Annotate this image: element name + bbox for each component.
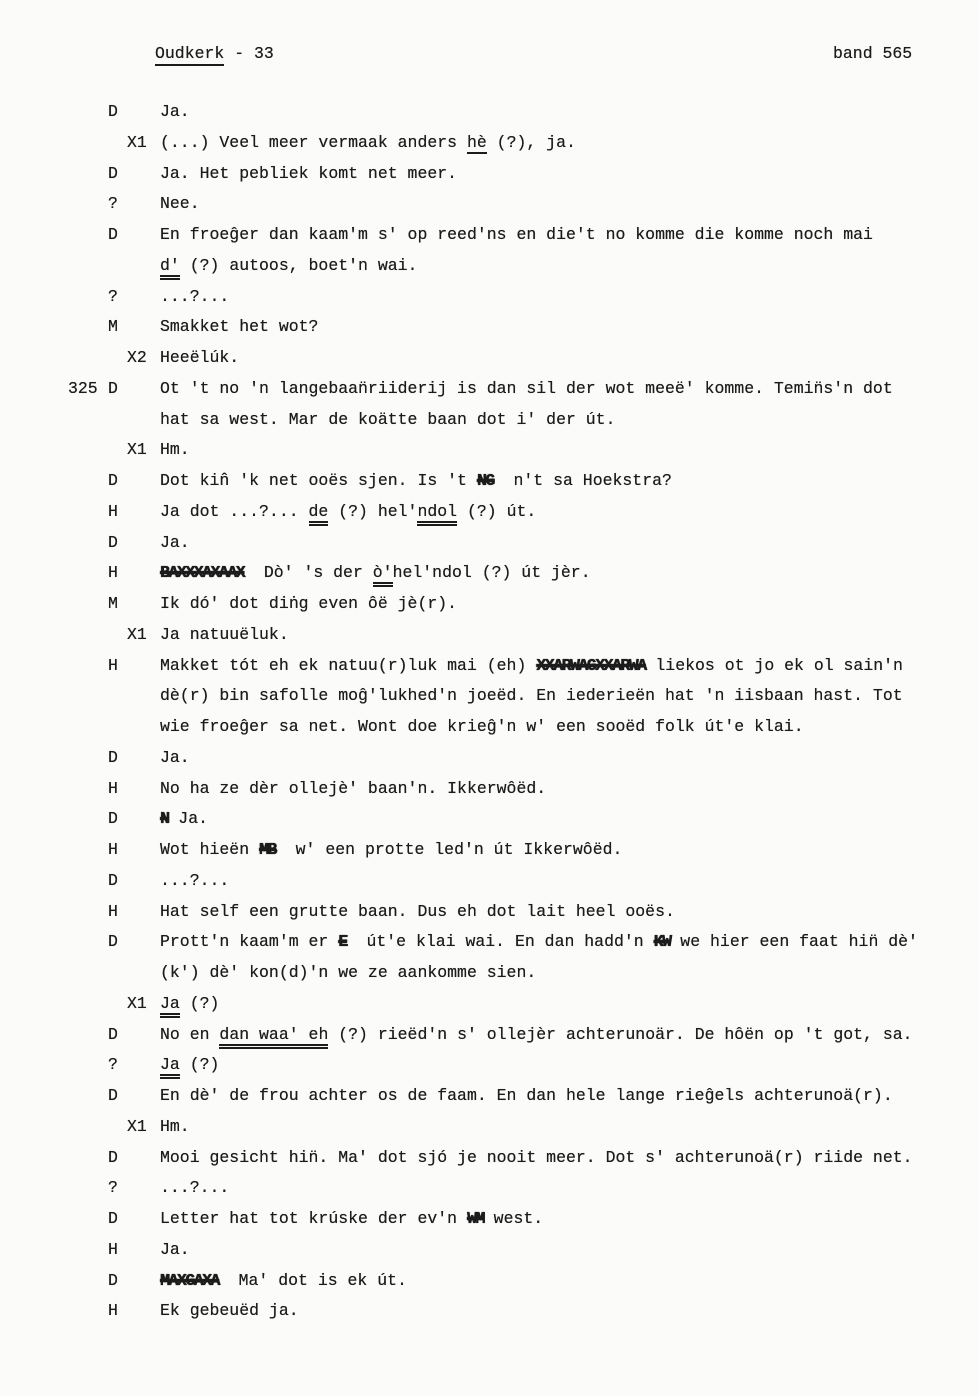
transcript-line [0, 774, 979, 805]
underlined-text: hè [466, 132, 487, 152]
speaker-label: D [108, 1086, 118, 1105]
margin-line-number [68, 97, 108, 128]
transcript-line [0, 1081, 979, 1112]
text-segment: we hier een faat hin̈ dè' [670, 932, 918, 952]
utterance-text [160, 312, 979, 343]
utterance-text [160, 159, 979, 190]
text-segment: Wot hieën [160, 840, 260, 859]
transcript-line [0, 958, 979, 989]
margin-line-number [68, 589, 108, 620]
text-segment: Dot kin̂ 'k net ooës sjen. Is 't [160, 471, 477, 490]
margin-line-number [68, 466, 108, 497]
margin-line-number [68, 312, 108, 343]
speaker-label: H [108, 1239, 118, 1259]
speaker-label: D [108, 163, 118, 183]
margin-line-number [68, 835, 108, 866]
text-segment: Ja. [160, 1239, 190, 1259]
margin-line-number [68, 1020, 108, 1051]
margin-line-number [68, 497, 108, 528]
speaker-label: M [108, 594, 118, 613]
margin-line-number [68, 774, 108, 805]
transcript-line [0, 1020, 979, 1051]
document-title [155, 44, 274, 63]
transcript-line [0, 1050, 979, 1081]
margin-line-number [68, 897, 108, 928]
typewriter-crossed-out-text: XXARWAGXXARWA [536, 655, 646, 675]
speaker-label: D [108, 471, 118, 490]
speaker-label: X1 [127, 440, 147, 460]
text-segment: Ja. [160, 102, 190, 121]
speaker-label: D [108, 378, 118, 398]
margin-line-number [68, 159, 108, 190]
utterance-text [160, 620, 979, 651]
text-segment: wie froeĝer sa net. Wont doe krieĝ'n w' een sooëd folk út'e klai. [160, 717, 804, 736]
text-segment: Dò' 's der [244, 563, 373, 583]
margin-line-number [68, 1050, 108, 1081]
utterance-text [160, 435, 979, 466]
margin-line-number [68, 651, 108, 682]
double-underlined-text: ndol [417, 502, 457, 526]
speaker-label: X1 [127, 132, 147, 152]
transcript-line [0, 835, 979, 866]
text-segment: No en [160, 1024, 220, 1044]
dialect-transcript [0, 97, 979, 1327]
text-segment: Ot 't no 'n langebaan̈riiderij is dan sil der wot meeë' komme. Temin̈s'n dot [160, 378, 893, 398]
transcript-line [0, 497, 979, 528]
utterance-text [160, 1235, 979, 1266]
speaker-label: D [108, 747, 118, 767]
utterance-text [160, 1112, 979, 1143]
margin-line-number [68, 189, 108, 220]
margin-line-number [68, 743, 108, 774]
utterance-text [160, 1081, 979, 1112]
speaker-label: H [108, 778, 118, 798]
transcript-line [0, 712, 979, 743]
speaker-label: ? [108, 194, 118, 214]
speaker-label: D [108, 1209, 118, 1228]
transcript-line [0, 159, 979, 190]
transcript-line [0, 651, 979, 682]
utterance-text [160, 128, 979, 159]
text-segment: ...?... [160, 1178, 230, 1198]
utterance-text [160, 97, 979, 128]
transcript-line [0, 374, 979, 405]
transcript-line [0, 405, 979, 436]
typewriter-crossed-out-text: BAXXXAXAAX [160, 563, 245, 583]
typewriter-crossed-out-text: MB [259, 840, 276, 859]
text-segment: hat sa west. Mar de koätte baan dot i' der út. [160, 409, 616, 429]
transcript-line [0, 1173, 979, 1204]
double-underlined-text: d' [160, 256, 180, 280]
utterance-text [160, 681, 979, 712]
text-segment: (?) [179, 993, 220, 1013]
page-header [0, 44, 979, 68]
speaker-label [108, 712, 160, 743]
margin-line-number [68, 251, 108, 282]
text-segment: n't sa Hoekstra? [493, 471, 672, 490]
utterance-text [160, 466, 979, 497]
utterance-text [160, 743, 979, 774]
utterance-text [160, 343, 979, 374]
text-segment: Smakket het wot? [160, 317, 319, 337]
text-segment: Ja natuuëluk. [160, 624, 289, 644]
double-underlined-text: ò' [373, 563, 393, 587]
margin-line-number [68, 927, 108, 958]
speaker-label: D [108, 102, 118, 121]
transcript-line [0, 558, 979, 589]
text-segment: Letter hat tot krúske der ev'n [160, 1209, 467, 1228]
utterance-text [160, 774, 979, 805]
margin-line-number [68, 989, 108, 1020]
text-segment: Nee. [160, 194, 200, 214]
transcript-line [0, 1112, 979, 1143]
speaker-label: ? [108, 1055, 118, 1075]
utterance-text [160, 989, 979, 1020]
speaker-label: H [108, 840, 118, 859]
utterance-text [160, 282, 979, 313]
margin-line-number [68, 1266, 108, 1297]
speaker-label: X2 [127, 348, 147, 367]
speaker-label: D [108, 225, 118, 244]
margin-line-number [68, 282, 108, 313]
transcript-line [0, 897, 979, 928]
utterance-text [160, 558, 979, 589]
speaker-label: H [108, 501, 118, 521]
margin-line-number: 325 [68, 378, 98, 398]
text-segment: Hm. [160, 440, 190, 460]
typewriter-crossed-out-text: E [338, 932, 347, 952]
transcript-line [0, 620, 979, 651]
text-segment: Ma' dot is ek út. [218, 1270, 407, 1290]
typewriter-crossed-out-text: NG [476, 471, 494, 490]
margin-line-number [68, 558, 108, 589]
text-segment: (?) út. [457, 501, 537, 521]
text-segment: west. [483, 1209, 544, 1228]
utterance-text [160, 1050, 979, 1081]
text-segment: Ek gebeuëd ja. [160, 1301, 299, 1321]
speaker-label: H [108, 655, 118, 675]
utterance-text [160, 405, 979, 436]
speaker-label: D [108, 809, 118, 829]
text-segment: Hat self een grutte baan. Dus eh dot lait heel ooës. [160, 901, 675, 921]
document-title-name: Oudkerk [155, 44, 224, 66]
text-segment: Ja. [160, 532, 190, 552]
transcript-line [0, 282, 979, 313]
margin-line-number [68, 528, 108, 559]
speaker-label: D [108, 1147, 118, 1167]
transcript-line [0, 589, 979, 620]
speaker-label: D [108, 532, 118, 552]
utterance-text [160, 589, 979, 620]
speaker-label [108, 681, 160, 712]
double-underlined-text: Ja [160, 1055, 180, 1079]
text-segment: Mooi gesicht hin̈. Ma' dot sjó je nooit meer. Dot s' achterunoä(r) riide net. [160, 1147, 913, 1167]
transcript-line [0, 435, 979, 466]
margin-line-number [68, 1296, 108, 1327]
margin-line-number [68, 435, 108, 466]
margin-line-number [68, 620, 108, 651]
margin-line-number [68, 343, 108, 374]
double-underlined-text: Ja [160, 994, 180, 1018]
text-segment: Heeëlúk. [160, 348, 240, 367]
speaker-label: ? [108, 1178, 118, 1198]
text-segment: Ja. [160, 747, 190, 767]
transcript-line [0, 97, 979, 128]
speaker-label: D [108, 870, 118, 890]
utterance-text [160, 866, 979, 897]
transcript-line [0, 866, 979, 897]
text-segment: ...?... [160, 870, 230, 890]
transcript-line [0, 466, 979, 497]
transcript-line [0, 189, 979, 220]
text-segment: ...?... [160, 286, 230, 306]
text-segment: Ja dot ...?... [160, 501, 309, 521]
typewriter-crossed-out-text: N [160, 809, 169, 829]
transcript-line [0, 1235, 979, 1266]
double-underlined-text: de [309, 502, 329, 526]
transcript-line [0, 1204, 979, 1235]
utterance-text [160, 1173, 979, 1204]
margin-line-number [68, 1235, 108, 1266]
text-segment: (?) autoos, boet'n wai. [179, 255, 418, 275]
margin-line-number [68, 405, 108, 436]
utterance-text [160, 1296, 979, 1327]
text-segment: (?) hel' [328, 501, 418, 521]
transcript-line [0, 743, 979, 774]
speaker-label: H [108, 901, 118, 921]
speaker-label: D [108, 932, 118, 952]
text-segment: En dè' de frou achter os de faam. En dan hele lange rieĝels achterunoä(r). [160, 1086, 893, 1105]
margin-line-number [68, 220, 108, 251]
speaker-label [108, 958, 160, 989]
speaker-label: ? [108, 286, 118, 306]
utterance-text [160, 1204, 979, 1235]
text-segment: Hm. [160, 1116, 190, 1136]
double-underlined-text: dan waa' eh [219, 1025, 328, 1049]
speaker-label: X1 [127, 1116, 147, 1136]
text-segment: (?) rieëd'n s' ollejèr achterunoär. De hôën op 't got, sa. [328, 1024, 913, 1044]
utterance-text [160, 251, 979, 282]
speaker-label: X1 [127, 993, 147, 1013]
text-segment: Makket tót eh ek natuu(r)luk mai (eh) [160, 655, 537, 675]
utterance-text [160, 528, 979, 559]
transcript-line [0, 251, 979, 282]
utterance-text [160, 189, 979, 220]
text-segment: (k') dè' kon(d)'n we ze aankomme sien. [160, 963, 537, 982]
utterance-text [160, 804, 979, 835]
transcript-line [0, 1266, 979, 1297]
utterance-text [160, 651, 979, 682]
speaker-label: D [108, 1024, 118, 1044]
text-segment: hel'ndol (?) út jèr. [392, 563, 591, 583]
document-title-page-number: - 33 [224, 44, 274, 63]
speaker-label: X1 [127, 624, 147, 644]
transcript-line [0, 128, 979, 159]
margin-line-number [68, 958, 108, 989]
utterance-text [160, 497, 979, 528]
speaker-label [108, 405, 160, 436]
text-segment: Prott'n kaam'm er [160, 932, 339, 952]
text-segment: dè(r) bin safolle moĝ'lukhed'n joeëd. En iederieën hat 'n iisbaan hast. Tot [160, 686, 903, 706]
transcript-line [0, 1296, 979, 1327]
utterance-text [160, 1143, 979, 1174]
speaker-label: M [108, 317, 118, 337]
transcript-line [0, 989, 979, 1020]
margin-line-number [68, 1143, 108, 1174]
speaker-label: H [108, 563, 118, 583]
transcript-line [0, 220, 979, 251]
text-segment: liekos ot jo ek ol sain'n [645, 655, 903, 675]
utterance-text [160, 220, 979, 251]
utterance-text [160, 958, 979, 989]
utterance-text [160, 835, 979, 866]
typewriter-crossed-out-text: WM [466, 1209, 484, 1228]
text-segment: Ja. [168, 809, 209, 829]
transcript-line [0, 312, 979, 343]
margin-line-number [68, 866, 108, 897]
text-segment: (?), ja. [486, 132, 576, 152]
typewriter-crossed-out-text: KW [653, 932, 671, 952]
utterance-text [160, 712, 979, 743]
utterance-text [160, 1020, 979, 1051]
transcript-line [0, 681, 979, 712]
text-segment: (?) [179, 1055, 220, 1075]
speaker-label: D [108, 1270, 118, 1290]
utterance-text [160, 374, 979, 405]
transcript-line [0, 1143, 979, 1174]
typewriter-crossed-out-text: MAXGAXA [160, 1270, 219, 1290]
margin-line-number [68, 128, 108, 159]
band-number-label: band 565 [833, 44, 913, 63]
speaker-label: H [108, 1301, 118, 1321]
transcript-line [0, 927, 979, 958]
text-segment: Ik dó' dot diṅg even ôë jè(r). [160, 594, 458, 613]
text-segment: No ha ze dèr ollejè' baan'n. Ikkerwôëd. [160, 778, 547, 798]
transcript-line [0, 804, 979, 835]
margin-line-number [68, 804, 108, 835]
margin-line-number [68, 1204, 108, 1235]
text-segment: En froeĝer dan kaam'm s' op reed'ns en die't no komme die komme noch mai [160, 225, 873, 244]
margin-line-number [68, 1173, 108, 1204]
text-segment: w' een protte led'n út Ikkerwôëd. [275, 840, 623, 859]
speaker-label [108, 251, 160, 282]
utterance-text [160, 1266, 979, 1297]
text-segment: (...) Veel meer vermaak anders [160, 132, 467, 152]
transcript-line [0, 343, 979, 374]
transcript-line [0, 528, 979, 559]
margin-line-number [68, 1081, 108, 1112]
margin-line-number [68, 1112, 108, 1143]
text-segment: út'e klai wai. En dan hadd'n [346, 932, 654, 952]
text-segment: Ja. Het pebliek komt net meer. [160, 163, 458, 183]
utterance-text [160, 897, 979, 928]
utterance-text [160, 927, 979, 958]
margin-line-number [68, 681, 108, 712]
margin-line-number [68, 712, 108, 743]
